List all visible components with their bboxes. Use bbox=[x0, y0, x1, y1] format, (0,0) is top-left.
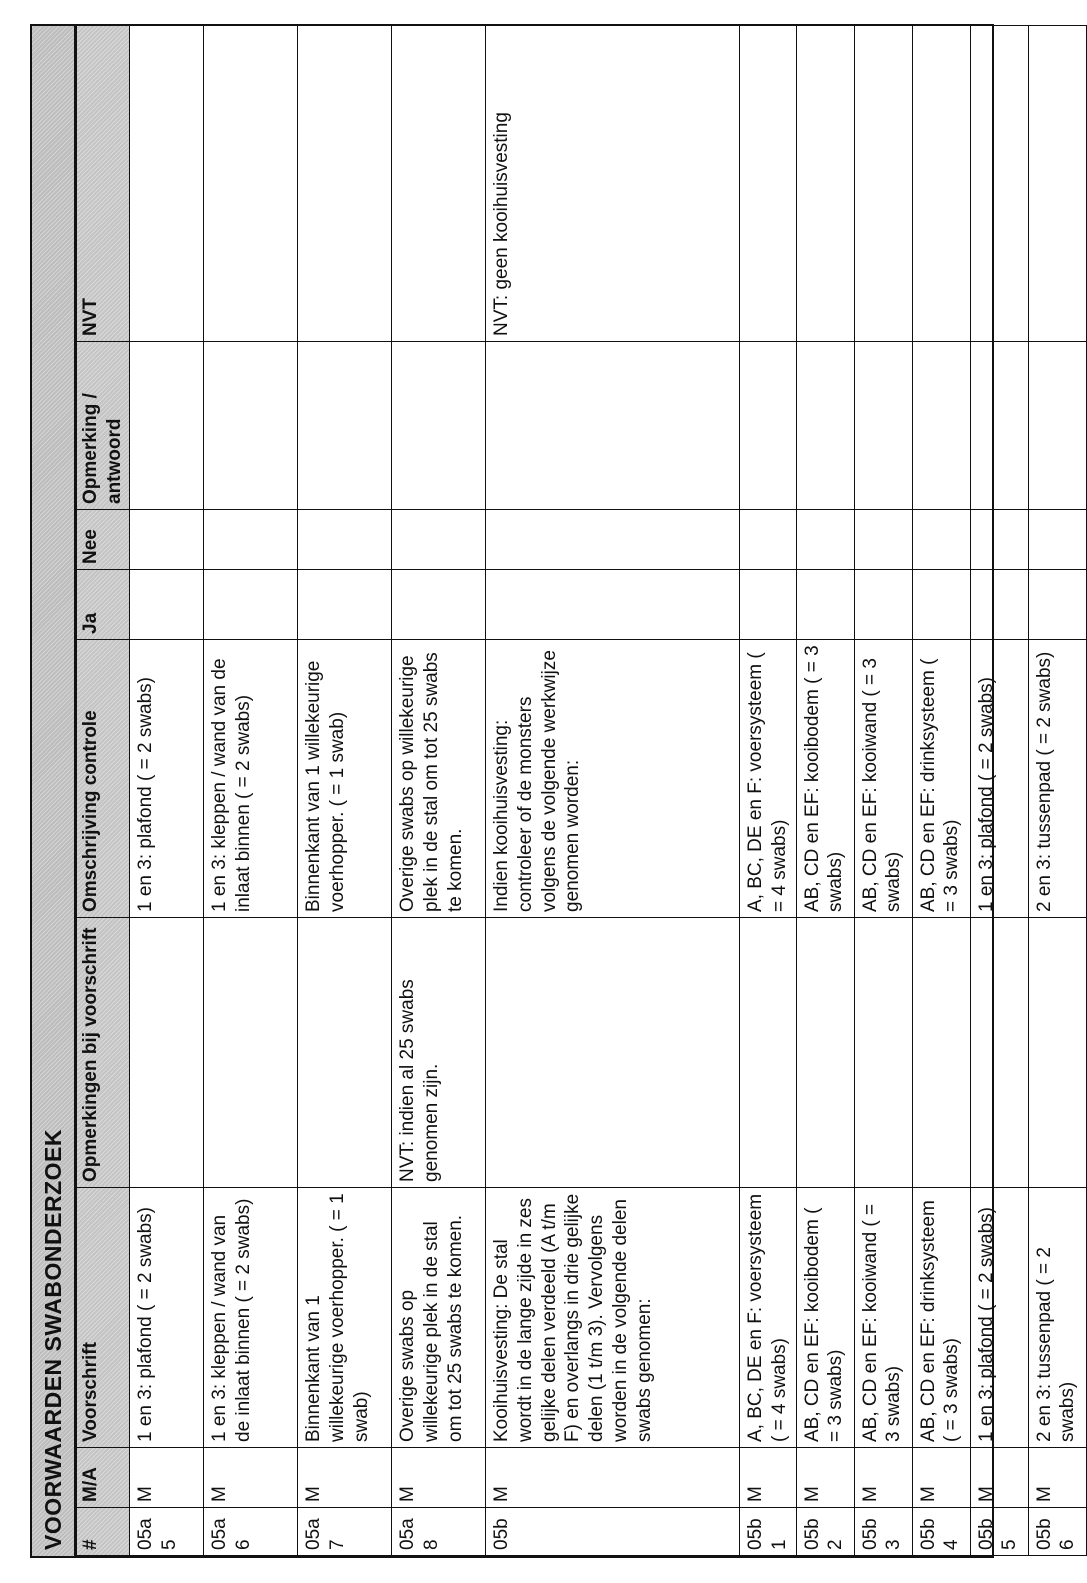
row-omschrijving: 1 en 3: kleppen / wand van de inlaat binnen ( = 2 swabs) bbox=[204, 640, 298, 918]
header-omschrijving: Omschrijving controle bbox=[77, 640, 130, 918]
row-nee-cell[interactable] bbox=[854, 510, 912, 570]
row-opmerking-cell[interactable] bbox=[392, 342, 486, 510]
header-nee: Nee bbox=[77, 510, 130, 570]
header-row bbox=[77, 26, 130, 1556]
row-ja-cell[interactable] bbox=[130, 570, 204, 640]
row-ma: M bbox=[1028, 1448, 1086, 1508]
row-voorschrift: AB, CD en EF: drinksysteem ( = 3 swabs) bbox=[912, 1188, 970, 1448]
form-title: VOORWAARDEN SWABONDERZOEK bbox=[32, 26, 76, 1556]
row-ja-cell[interactable] bbox=[796, 570, 854, 640]
row-nvt-cell bbox=[912, 26, 970, 342]
row-number: 05b 3 bbox=[854, 1508, 912, 1556]
table-row bbox=[1028, 26, 1086, 1556]
row-voorschrift: 1 en 3: plafond ( = 2 swabs) bbox=[130, 1188, 204, 1448]
row-opmerkingen bbox=[130, 918, 204, 1188]
row-opmerking-cell[interactable] bbox=[130, 342, 204, 510]
row-nee-cell[interactable] bbox=[970, 510, 1028, 570]
row-opmerkingen bbox=[1028, 918, 1086, 1188]
row-omschrijving: 1 en 3: plafond ( = 2 swabs) bbox=[970, 640, 1028, 918]
row-omschrijving: 2 en 3: tussenpad ( = 2 swabs) bbox=[1028, 640, 1086, 918]
row-nvt-cell bbox=[854, 26, 912, 342]
row-nee-cell[interactable] bbox=[740, 510, 797, 570]
row-nvt-cell bbox=[130, 26, 204, 342]
row-nee-cell[interactable] bbox=[130, 510, 204, 570]
checklist-table bbox=[76, 25, 1087, 1556]
row-number: 05b 6 bbox=[1028, 1508, 1086, 1556]
table-row bbox=[130, 26, 204, 1556]
row-opmerkingen bbox=[740, 918, 797, 1188]
row-nvt-cell bbox=[298, 26, 392, 342]
table-row bbox=[298, 26, 392, 1556]
header-nvt: NVT bbox=[77, 26, 130, 342]
table-row bbox=[970, 26, 1028, 1556]
row-voorschrift: 1 en 3: plafond ( = 2 swabs) bbox=[970, 1188, 1028, 1448]
row-opmerking-cell[interactable] bbox=[854, 342, 912, 510]
row-ja-cell[interactable] bbox=[740, 570, 797, 640]
row-number: 05a 7 bbox=[298, 1508, 392, 1556]
header-opmerkingen: Opmerkingen bij voorschrift bbox=[77, 918, 130, 1188]
row-nvt-cell bbox=[392, 26, 486, 342]
row-opmerking-cell[interactable] bbox=[970, 342, 1028, 510]
row-opmerkingen bbox=[486, 918, 740, 1188]
row-voorschrift: AB, CD en EF: kooibodem ( = 3 swabs) bbox=[796, 1188, 854, 1448]
table-row bbox=[204, 26, 298, 1556]
row-nvt-cell: NVT: geen kooihuisvesting bbox=[486, 26, 740, 342]
row-opmerking-cell[interactable] bbox=[912, 342, 970, 510]
row-nee-cell[interactable] bbox=[1028, 510, 1086, 570]
table-row bbox=[392, 26, 486, 1556]
row-number: 05b 4 bbox=[912, 1508, 970, 1556]
row-omschrijving: A, BC, DE en F: voersysteem ( = 4 swabs) bbox=[740, 640, 797, 918]
row-opmerking-cell[interactable] bbox=[486, 342, 740, 510]
row-voorschrift: Binnenkant van 1 willekeurige voerhopper. ( = 1 swab) bbox=[298, 1188, 392, 1448]
row-nee-cell[interactable] bbox=[298, 510, 392, 570]
row-opmerking-cell[interactable] bbox=[298, 342, 392, 510]
row-nvt-cell bbox=[740, 26, 797, 342]
row-omschrijving: Binnenkant van 1 willekeurige voerhopper. ( = 1 swab) bbox=[298, 640, 392, 918]
row-number: 05a 5 bbox=[130, 1508, 204, 1556]
row-voorschrift: 2 en 3: tussenpad ( = 2 swabs) bbox=[1028, 1188, 1086, 1448]
row-ma: M bbox=[204, 1448, 298, 1508]
row-nvt-cell bbox=[204, 26, 298, 342]
row-number: 05b 2 bbox=[796, 1508, 854, 1556]
row-ja-cell[interactable] bbox=[486, 570, 740, 640]
row-nvt-cell bbox=[970, 26, 1028, 342]
row-ma: M bbox=[912, 1448, 970, 1508]
row-omschrijving: Indien kooihuisvesting: controleer of de monsters volgens de volgende werkwijze genomen worden: bbox=[486, 640, 740, 918]
row-ja-cell[interactable] bbox=[970, 570, 1028, 640]
row-omschrijving: AB, CD en EF: kooiwand ( = 3 swabs) bbox=[854, 640, 912, 918]
row-number: 05a 8 bbox=[392, 1508, 486, 1556]
row-voorschrift: Overige swabs op willekeurige plek in de stal om tot 25 swabs te komen. bbox=[392, 1188, 486, 1448]
table-row bbox=[740, 26, 797, 1556]
row-nee-cell[interactable] bbox=[796, 510, 854, 570]
row-number: 05b 5 bbox=[970, 1508, 1028, 1556]
row-voorschrift: A, BC, DE en F: voersysteem ( = 4 swabs) bbox=[740, 1188, 797, 1448]
row-ma: M bbox=[970, 1448, 1028, 1508]
row-omschrijving: AB, CD en EF: drinksysteem ( = 3 swabs) bbox=[912, 640, 970, 918]
row-omschrijving: 1 en 3: plafond ( = 2 swabs) bbox=[130, 640, 204, 918]
row-opmerking-cell[interactable] bbox=[204, 342, 298, 510]
row-number: 05b 1 bbox=[740, 1508, 797, 1556]
form-page bbox=[30, 24, 1079, 1558]
row-ja-cell[interactable] bbox=[912, 570, 970, 640]
row-opmerking-cell[interactable] bbox=[1028, 342, 1086, 510]
row-opmerkingen: NVT: indien al 25 swabs genomen zijn. bbox=[392, 918, 486, 1188]
row-ma: M bbox=[392, 1448, 486, 1508]
row-number: 05b bbox=[486, 1508, 740, 1556]
row-nvt-cell bbox=[1028, 26, 1086, 342]
row-ma: M bbox=[298, 1448, 392, 1508]
row-opmerking-cell[interactable] bbox=[796, 342, 854, 510]
row-nee-cell[interactable] bbox=[486, 510, 740, 570]
row-omschrijving: AB, CD en EF: kooibodem ( = 3 swabs) bbox=[796, 640, 854, 918]
row-voorschrift: 1 en 3: kleppen / wand van de inlaat binnen ( = 2 swabs) bbox=[204, 1188, 298, 1448]
row-ma: M bbox=[854, 1448, 912, 1508]
row-nvt-cell bbox=[796, 26, 854, 342]
row-opmerkingen bbox=[854, 918, 912, 1188]
row-omschrijving: Overige swabs op willekeurige plek in de stal om tot 25 swabs te komen. bbox=[392, 640, 486, 918]
header-num: # bbox=[77, 1508, 130, 1556]
table-row bbox=[854, 26, 912, 1556]
row-opmerkingen bbox=[204, 918, 298, 1188]
row-voorschrift: Kooihuisvesting: De stal wordt in de lange zijde in zes gelijke delen verdeeld (A t/m F) en overlangs in drie gelijke delen (1 t/m 3). Vervolgens worden in de volgende delen swabs genomen: bbox=[486, 1188, 740, 1448]
table-row bbox=[912, 26, 970, 1556]
row-ja-cell[interactable] bbox=[392, 570, 486, 640]
row-ma: M bbox=[130, 1448, 204, 1508]
row-opmerking-cell[interactable] bbox=[740, 342, 797, 510]
row-opmerkingen bbox=[298, 918, 392, 1188]
row-nee-cell[interactable] bbox=[204, 510, 298, 570]
header-opmerking-antwoord: Opmerking / antwoord bbox=[77, 342, 130, 510]
row-ja-cell[interactable] bbox=[298, 570, 392, 640]
header-voorschrift: Voorschrift bbox=[77, 1188, 130, 1448]
row-voorschrift: AB, CD en EF: kooiwand ( = 3 swabs) bbox=[854, 1188, 912, 1448]
header-ja: Ja bbox=[77, 570, 130, 640]
row-opmerkingen bbox=[796, 918, 854, 1188]
row-ja-cell[interactable] bbox=[854, 570, 912, 640]
row-opmerkingen bbox=[970, 918, 1028, 1188]
row-ja-cell[interactable] bbox=[204, 570, 298, 640]
row-nee-cell[interactable] bbox=[912, 510, 970, 570]
row-ma: M bbox=[740, 1448, 797, 1508]
row-number: 05a 6 bbox=[204, 1508, 298, 1556]
row-ma: M bbox=[796, 1448, 854, 1508]
row-nee-cell[interactable] bbox=[392, 510, 486, 570]
row-ma: M bbox=[486, 1448, 740, 1508]
row-opmerkingen bbox=[912, 918, 970, 1188]
table-row bbox=[486, 26, 740, 1556]
row-ja-cell[interactable] bbox=[1028, 570, 1086, 640]
table-row bbox=[796, 26, 854, 1556]
header-ma: M/A bbox=[77, 1448, 130, 1508]
